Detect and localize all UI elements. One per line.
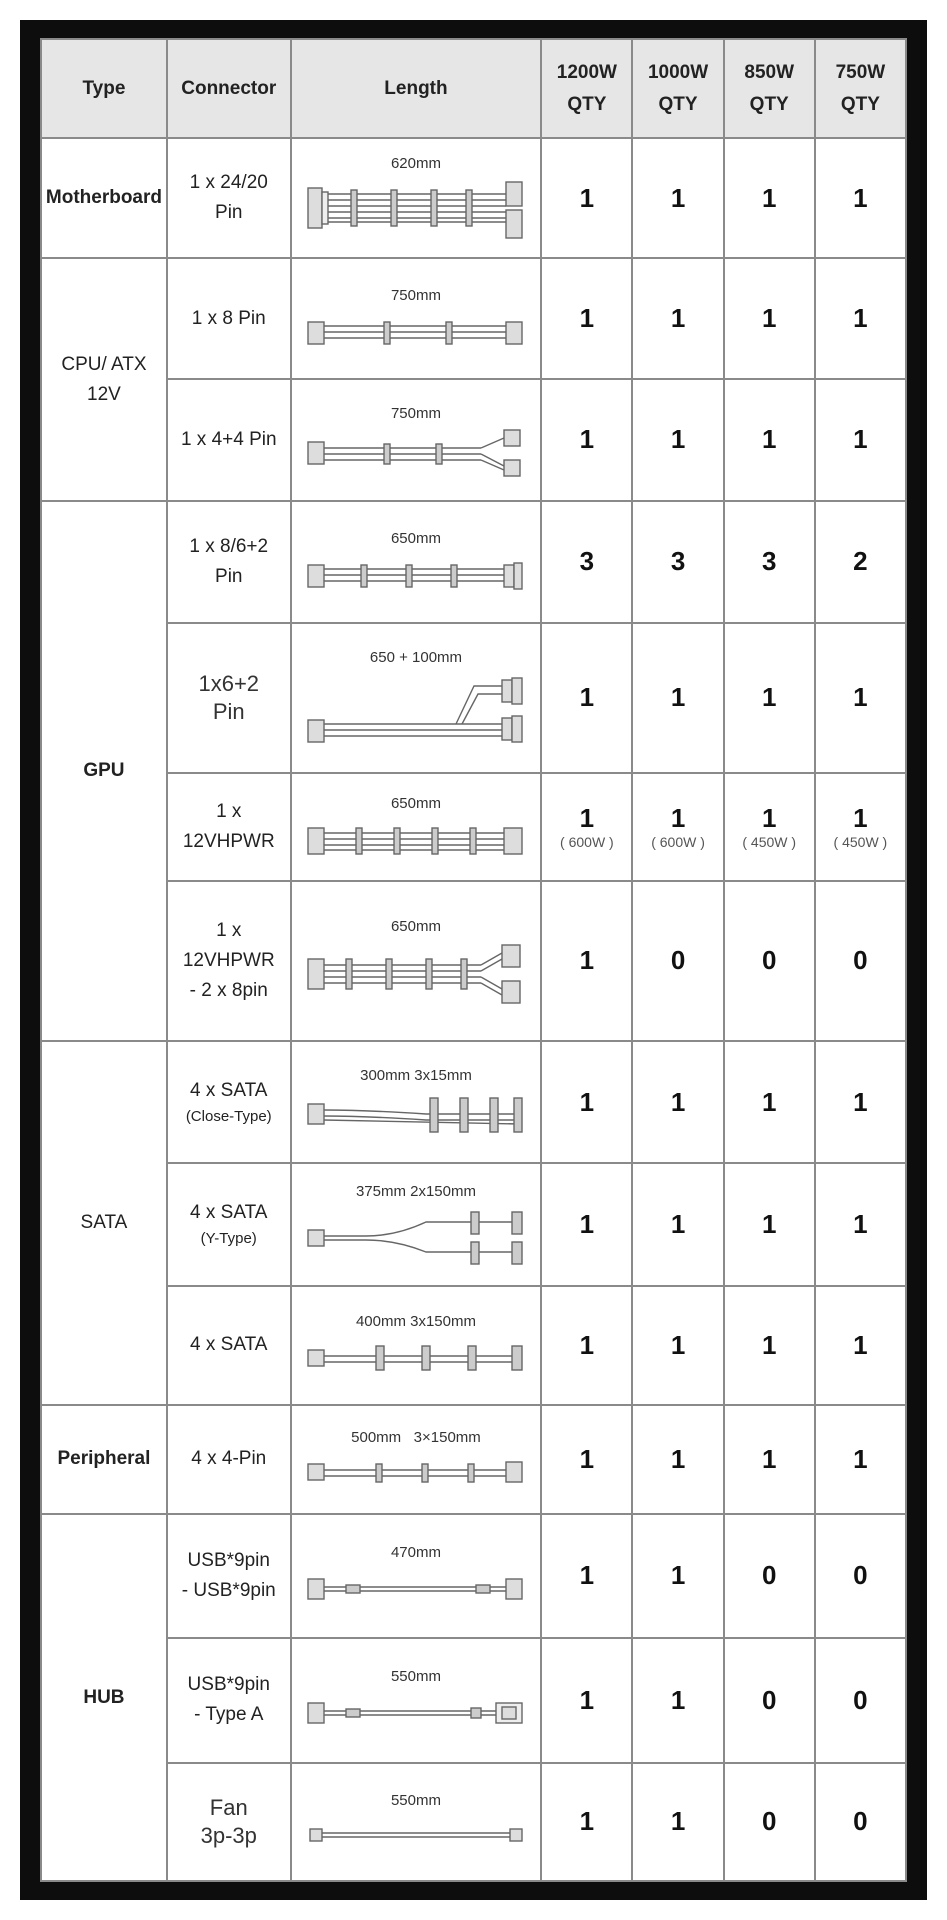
pcie-split-cable-icon: [292, 672, 541, 750]
qty-850w: [724, 773, 815, 881]
qty-1200w: 3: [541, 501, 632, 623]
qty-1000w: 1: [632, 623, 723, 773]
header-1200w-qty: QTY: [567, 93, 607, 115]
qty-value: 1: [761, 803, 777, 834]
connector-line: 4 x SATA: [190, 1202, 268, 1224]
qty-value: 1: [579, 803, 595, 834]
length-cell: [291, 1763, 542, 1881]
usb9pin-cable-icon: [292, 1567, 541, 1611]
connector-line: 4 x 4-Pin: [191, 1448, 267, 1470]
qty-850w: 3: [724, 501, 815, 623]
table-row: [41, 1514, 906, 1637]
qty-1000w: 1: [632, 138, 723, 258]
connector-cell: [167, 1041, 291, 1163]
table-row: [41, 501, 906, 623]
qty-wattage-note: ( 450W ): [742, 834, 797, 851]
connector-line: 1 x 24/20: [189, 172, 268, 194]
length-label: 650mm: [390, 917, 441, 935]
table-row: [41, 623, 906, 773]
qty-850w: 0: [724, 881, 815, 1041]
connector-cell: [167, 379, 291, 501]
length-cell: [291, 501, 542, 623]
qty-wattage-note: ( 600W ): [651, 834, 705, 851]
length-label: 650mm: [390, 529, 441, 547]
black-frame: [20, 20, 927, 1900]
connector-sub: (Y-Type): [200, 1230, 257, 1248]
12vhpwr-cable-icon: [292, 818, 541, 862]
connector-cell: [167, 1163, 291, 1285]
length-label: 375mm 2x150mm: [355, 1183, 476, 1201]
qty-1200w: 1: [541, 1041, 632, 1163]
length-cell: [291, 881, 542, 1041]
connector-line: 4 x SATA: [190, 1334, 268, 1356]
qty-750w: 0: [815, 881, 906, 1041]
type-motherboard: Motherboard: [41, 138, 167, 258]
qty-1200w: 1: [541, 881, 632, 1041]
qty-1200w: 1: [541, 1763, 632, 1881]
table-row: [41, 1163, 906, 1285]
connector-line: - 2 x 8pin: [189, 979, 268, 1001]
connector-line: USB*9pin: [187, 1549, 270, 1571]
type-hub: HUB: [41, 1514, 167, 1881]
fan-cable-icon: [292, 1815, 541, 1855]
qty-1000w: 3: [632, 501, 723, 623]
connector-cell: [167, 138, 291, 258]
qty-1000w: 1: [632, 379, 723, 501]
header-row: [41, 39, 906, 138]
length-cell: [291, 623, 542, 773]
connector-line: 1 x 4+4 Pin: [180, 428, 277, 450]
qty-850w: 0: [724, 1763, 815, 1881]
connector-cell: [167, 1405, 291, 1515]
length-label: 400mm 3x150mm: [355, 1313, 476, 1331]
header-850w: [724, 39, 815, 138]
connector-line: 4 x SATA: [190, 1080, 268, 1102]
connector-cell: [167, 1638, 291, 1763]
qty-850w: 0: [724, 1638, 815, 1763]
table-row: [41, 1286, 906, 1405]
connector-line: 12VHPWR: [182, 830, 275, 852]
length-label: 750mm: [390, 286, 441, 304]
qty-1200w: 1: [541, 623, 632, 773]
qty-value: 1: [670, 803, 686, 834]
table-row: [41, 379, 906, 501]
qty-1000w: 1: [632, 1286, 723, 1405]
length-cell: [291, 1514, 542, 1637]
type-cpu-line: 12V: [87, 383, 121, 405]
header-1000w-watt: 1000W: [647, 61, 709, 83]
qty-750w: 1: [815, 1286, 906, 1405]
length-label: 750mm: [390, 404, 441, 422]
connector-line: Pin: [212, 698, 245, 724]
connector-line: 12VHPWR: [182, 949, 275, 971]
length-label: 500mm 3×150mm: [351, 1429, 481, 1447]
connector-sub: (Close-Type): [185, 1108, 272, 1126]
usb-typea-cable-icon: [292, 1691, 541, 1735]
header-750w: [815, 39, 906, 138]
header-connector: Connector: [167, 39, 291, 138]
qty-1200w: 1: [541, 138, 632, 258]
sata-close-cable-icon: [292, 1090, 541, 1140]
qty-1200w: 1: [541, 1638, 632, 1763]
qty-750w: 1: [815, 1163, 906, 1285]
qty-1000w: 1: [632, 258, 723, 378]
length-cell: [291, 1286, 542, 1405]
qty-850w: 1: [724, 1286, 815, 1405]
length-label: 470mm: [390, 1543, 441, 1561]
connector-line: Pin: [215, 202, 243, 224]
qty-750w: 1: [815, 623, 906, 773]
8pin-cable-icon: [292, 310, 541, 354]
connector-line: 1 x 8/6+2: [189, 535, 269, 557]
connector-cell: [167, 1286, 291, 1405]
connector-line: 3p-3p: [200, 1822, 257, 1848]
connector-line: Pin: [215, 565, 243, 587]
qty-1000w: 1: [632, 1638, 723, 1763]
header-length: Length: [291, 39, 542, 138]
header-1000w-qty: QTY: [658, 93, 698, 115]
length-cell: [291, 138, 542, 258]
connector-cell: [167, 1514, 291, 1637]
type-peripheral: Peripheral: [41, 1405, 167, 1515]
qty-850w: 1: [724, 1163, 815, 1285]
qty-850w: 1: [724, 1405, 815, 1515]
sata-cable-icon: [292, 1336, 541, 1380]
header-750w-watt: 750W: [835, 61, 886, 83]
length-cell: [291, 773, 542, 881]
header-850w-watt: 850W: [744, 61, 795, 83]
table-row: [41, 1638, 906, 1763]
sata-y-cable-icon: [292, 1206, 541, 1268]
header-1200w-watt: 1200W: [556, 61, 617, 83]
qty-850w: 1: [724, 1041, 815, 1163]
connector-cell: [167, 773, 291, 881]
qty-1000w: 1: [632, 1405, 723, 1515]
qty-wattage-note: ( 450W ): [833, 834, 888, 851]
connector-line: Fan: [209, 1794, 248, 1820]
qty-750w: 0: [815, 1763, 906, 1881]
pcie-cable-icon: [292, 553, 541, 597]
connector-line: - Type A: [194, 1704, 264, 1726]
connector-line: 1 x: [216, 800, 242, 822]
length-label: 550mm: [390, 1791, 441, 1809]
connector-cell: [167, 258, 291, 378]
qty-750w: 1: [815, 379, 906, 501]
type-gpu: GPU: [41, 501, 167, 1041]
connector-cell: [167, 1763, 291, 1881]
qty-750w: [815, 773, 906, 881]
table-row: [41, 1763, 906, 1881]
length-cell: [291, 1041, 542, 1163]
qty-1200w: 1: [541, 1163, 632, 1285]
qty-1200w: 1: [541, 258, 632, 378]
type-cpu: [41, 258, 167, 500]
type-sata: SATA: [41, 1041, 167, 1404]
connector-cell: [167, 501, 291, 623]
connector-line: 1 x 8 Pin: [191, 307, 266, 329]
table-row: [41, 258, 906, 378]
qty-750w: 1: [815, 138, 906, 258]
qty-1000w: 1: [632, 1163, 723, 1285]
connector-line: - USB*9pin: [181, 1579, 276, 1601]
header-1000w: [632, 39, 723, 138]
qty-1200w: 1: [541, 1405, 632, 1515]
qty-750w: 0: [815, 1638, 906, 1763]
length-label: 650mm: [390, 794, 441, 812]
header-type: Type: [41, 39, 167, 138]
table-row: [41, 773, 906, 881]
qty-1200w: 1: [541, 1514, 632, 1637]
qty-750w: 1: [815, 1041, 906, 1163]
qty-1000w: [632, 773, 723, 881]
cable-spec-table: [40, 38, 907, 1882]
qty-850w: 0: [724, 1514, 815, 1637]
connector-cell: [167, 623, 291, 773]
qty-750w: 2: [815, 501, 906, 623]
qty-850w: 1: [724, 138, 815, 258]
24pin-cable-icon: [292, 178, 541, 244]
connector-line: USB*9pin: [187, 1674, 270, 1696]
length-label: 550mm: [390, 1668, 441, 1686]
qty-750w: 1: [815, 258, 906, 378]
table-row: [41, 1405, 906, 1515]
length-cell: [291, 1405, 542, 1515]
length-cell: [291, 258, 542, 378]
length-cell: [291, 1638, 542, 1763]
table-row: [41, 1041, 906, 1163]
qty-1200w: [541, 773, 632, 881]
connector-line: 1x6+2: [198, 670, 260, 696]
connector-line: 1 x: [216, 919, 242, 941]
qty-850w: 1: [724, 258, 815, 378]
qty-1000w: 0: [632, 881, 723, 1041]
4plus4-cable-icon: [292, 428, 541, 478]
header-750w-qty: QTY: [840, 93, 880, 115]
length-label: 300mm 3x15mm: [360, 1067, 472, 1085]
qty-1200w: 1: [541, 379, 632, 501]
qty-1000w: 1: [632, 1514, 723, 1637]
table-row: [41, 138, 906, 258]
header-1200w: [541, 39, 632, 138]
length-cell: [291, 379, 542, 501]
spec-sheet: [40, 38, 907, 1882]
qty-1200w: 1: [541, 1286, 632, 1405]
connector-cell: [167, 881, 291, 1041]
type-cpu-line: CPU/ ATX: [61, 353, 147, 375]
qty-750w: 1: [815, 1405, 906, 1515]
qty-value: 1: [853, 803, 868, 834]
length-label: 650 + 100mm: [369, 648, 463, 666]
table-row: [41, 881, 906, 1041]
qty-1000w: 1: [632, 1041, 723, 1163]
qty-850w: 1: [724, 623, 815, 773]
length-cell: [291, 1163, 542, 1285]
length-label: 620mm: [390, 155, 441, 173]
qty-1000w: 1: [632, 1763, 723, 1881]
molex-cable-icon: [292, 1452, 541, 1492]
qty-wattage-note: ( 600W ): [560, 834, 614, 851]
qty-850w: 1: [724, 379, 815, 501]
qty-750w: 0: [815, 1514, 906, 1637]
12vhpwr-2x8-cable-icon: [292, 941, 541, 1007]
header-850w-qty: QTY: [749, 93, 789, 115]
